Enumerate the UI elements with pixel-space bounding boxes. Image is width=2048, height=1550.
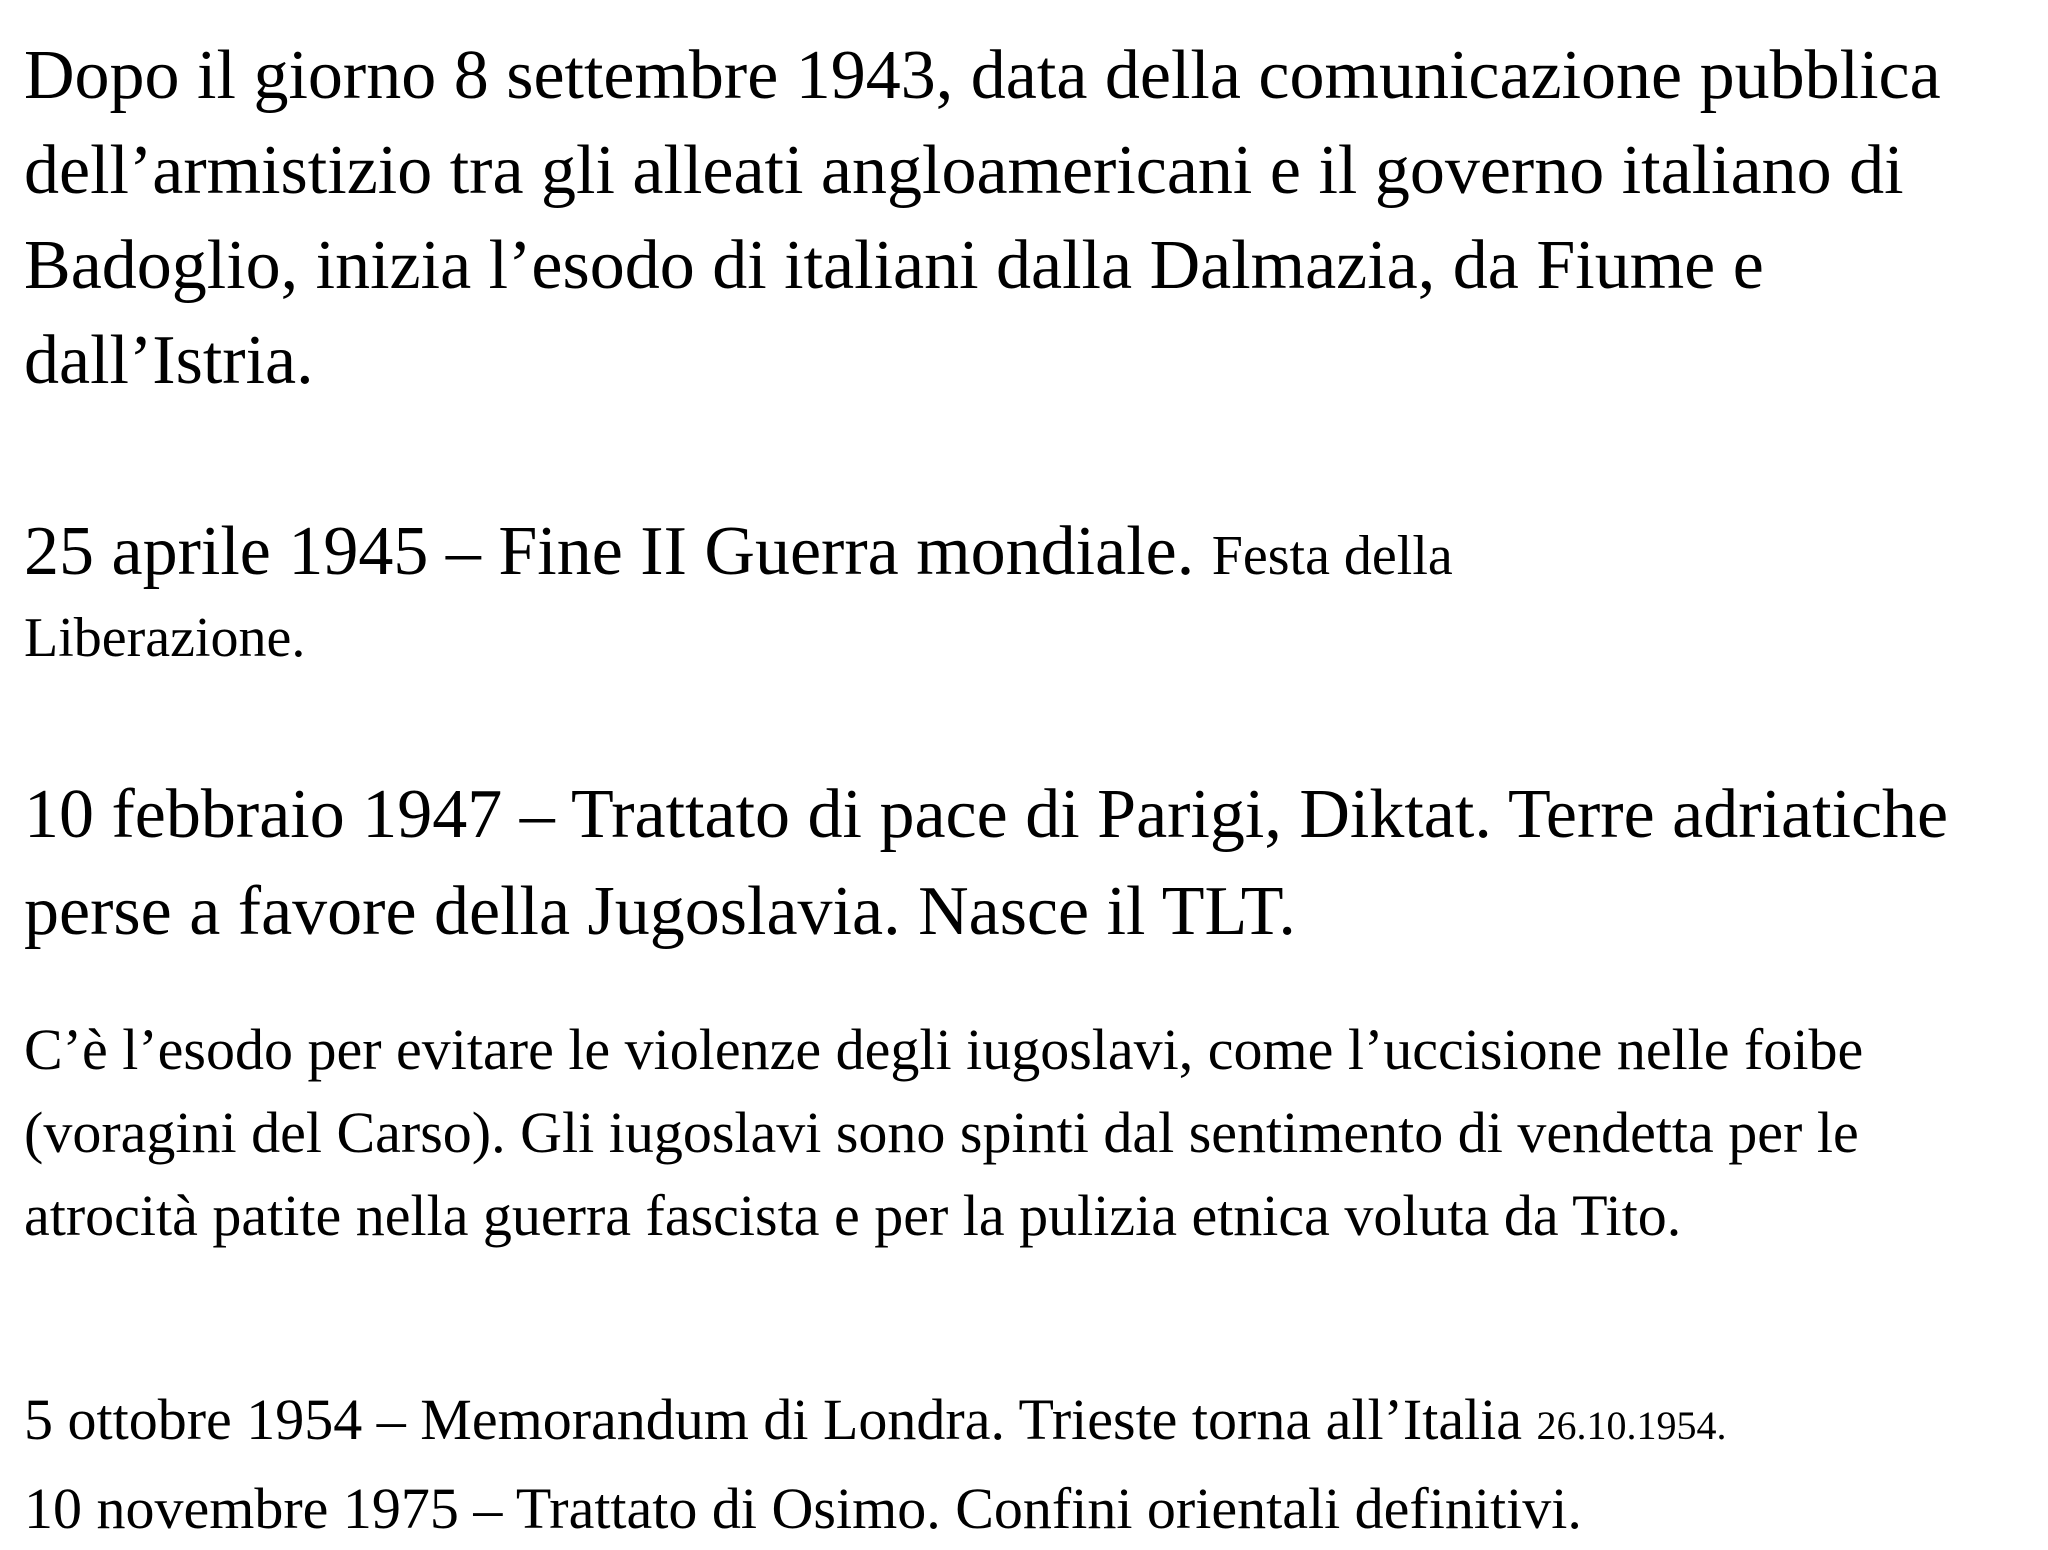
liberation-small-text-continued: Liberazione.	[24, 607, 306, 669]
london-memorandum-line	[24, 1378, 2028, 1467]
liberation-main-text: 25 aprile 1945 – Fine II Guerra mondiale.	[24, 513, 1195, 590]
liberation-small-text: Festa della	[1211, 525, 1453, 587]
paragraph-paris-treaty: 10 febbraio 1947 – Trattato di pace di Parigi, Diktat. Terre adriatiche perse a favore della Jugoslavia. Nasce il TLT.	[24, 776, 1949, 950]
london-memorandum-text: 5 ottobre 1954 – Memorandum di Londra. Trieste torna all’Italia	[24, 1387, 1523, 1452]
trieste-return-date: 26.10.1954.	[1536, 1403, 1727, 1448]
paragraph-armistice: Dopo il giorno 8 settembre 1943, data della comunicazione pubblica dell’armistizio tra gli alleati angloamericani e il governo italiano di Badoglio, inizia l’esodo di italiani dalla Dalmazia, da Fiume e dall’Istria.	[24, 37, 1941, 399]
paragraph-london-osimo	[24, 1378, 2028, 1550]
paragraph-exodus-foibe: C’è l’esodo per evitare le violenze degli iugoslavi, come l’uccisione nelle foibe (voragini del Carso). Gli iugoslavi sono spinti dal sentimento di vendetta per le atrocità patite nella guerra fascista e per la pulizia etnica voluta da Tito.	[24, 1017, 1864, 1248]
osimo-treaty-line: 10 novembre 1975 – Trattato di Osimo. Confini orientali definitivi.	[24, 1476, 1582, 1541]
paragraph-liberation	[24, 504, 2028, 678]
